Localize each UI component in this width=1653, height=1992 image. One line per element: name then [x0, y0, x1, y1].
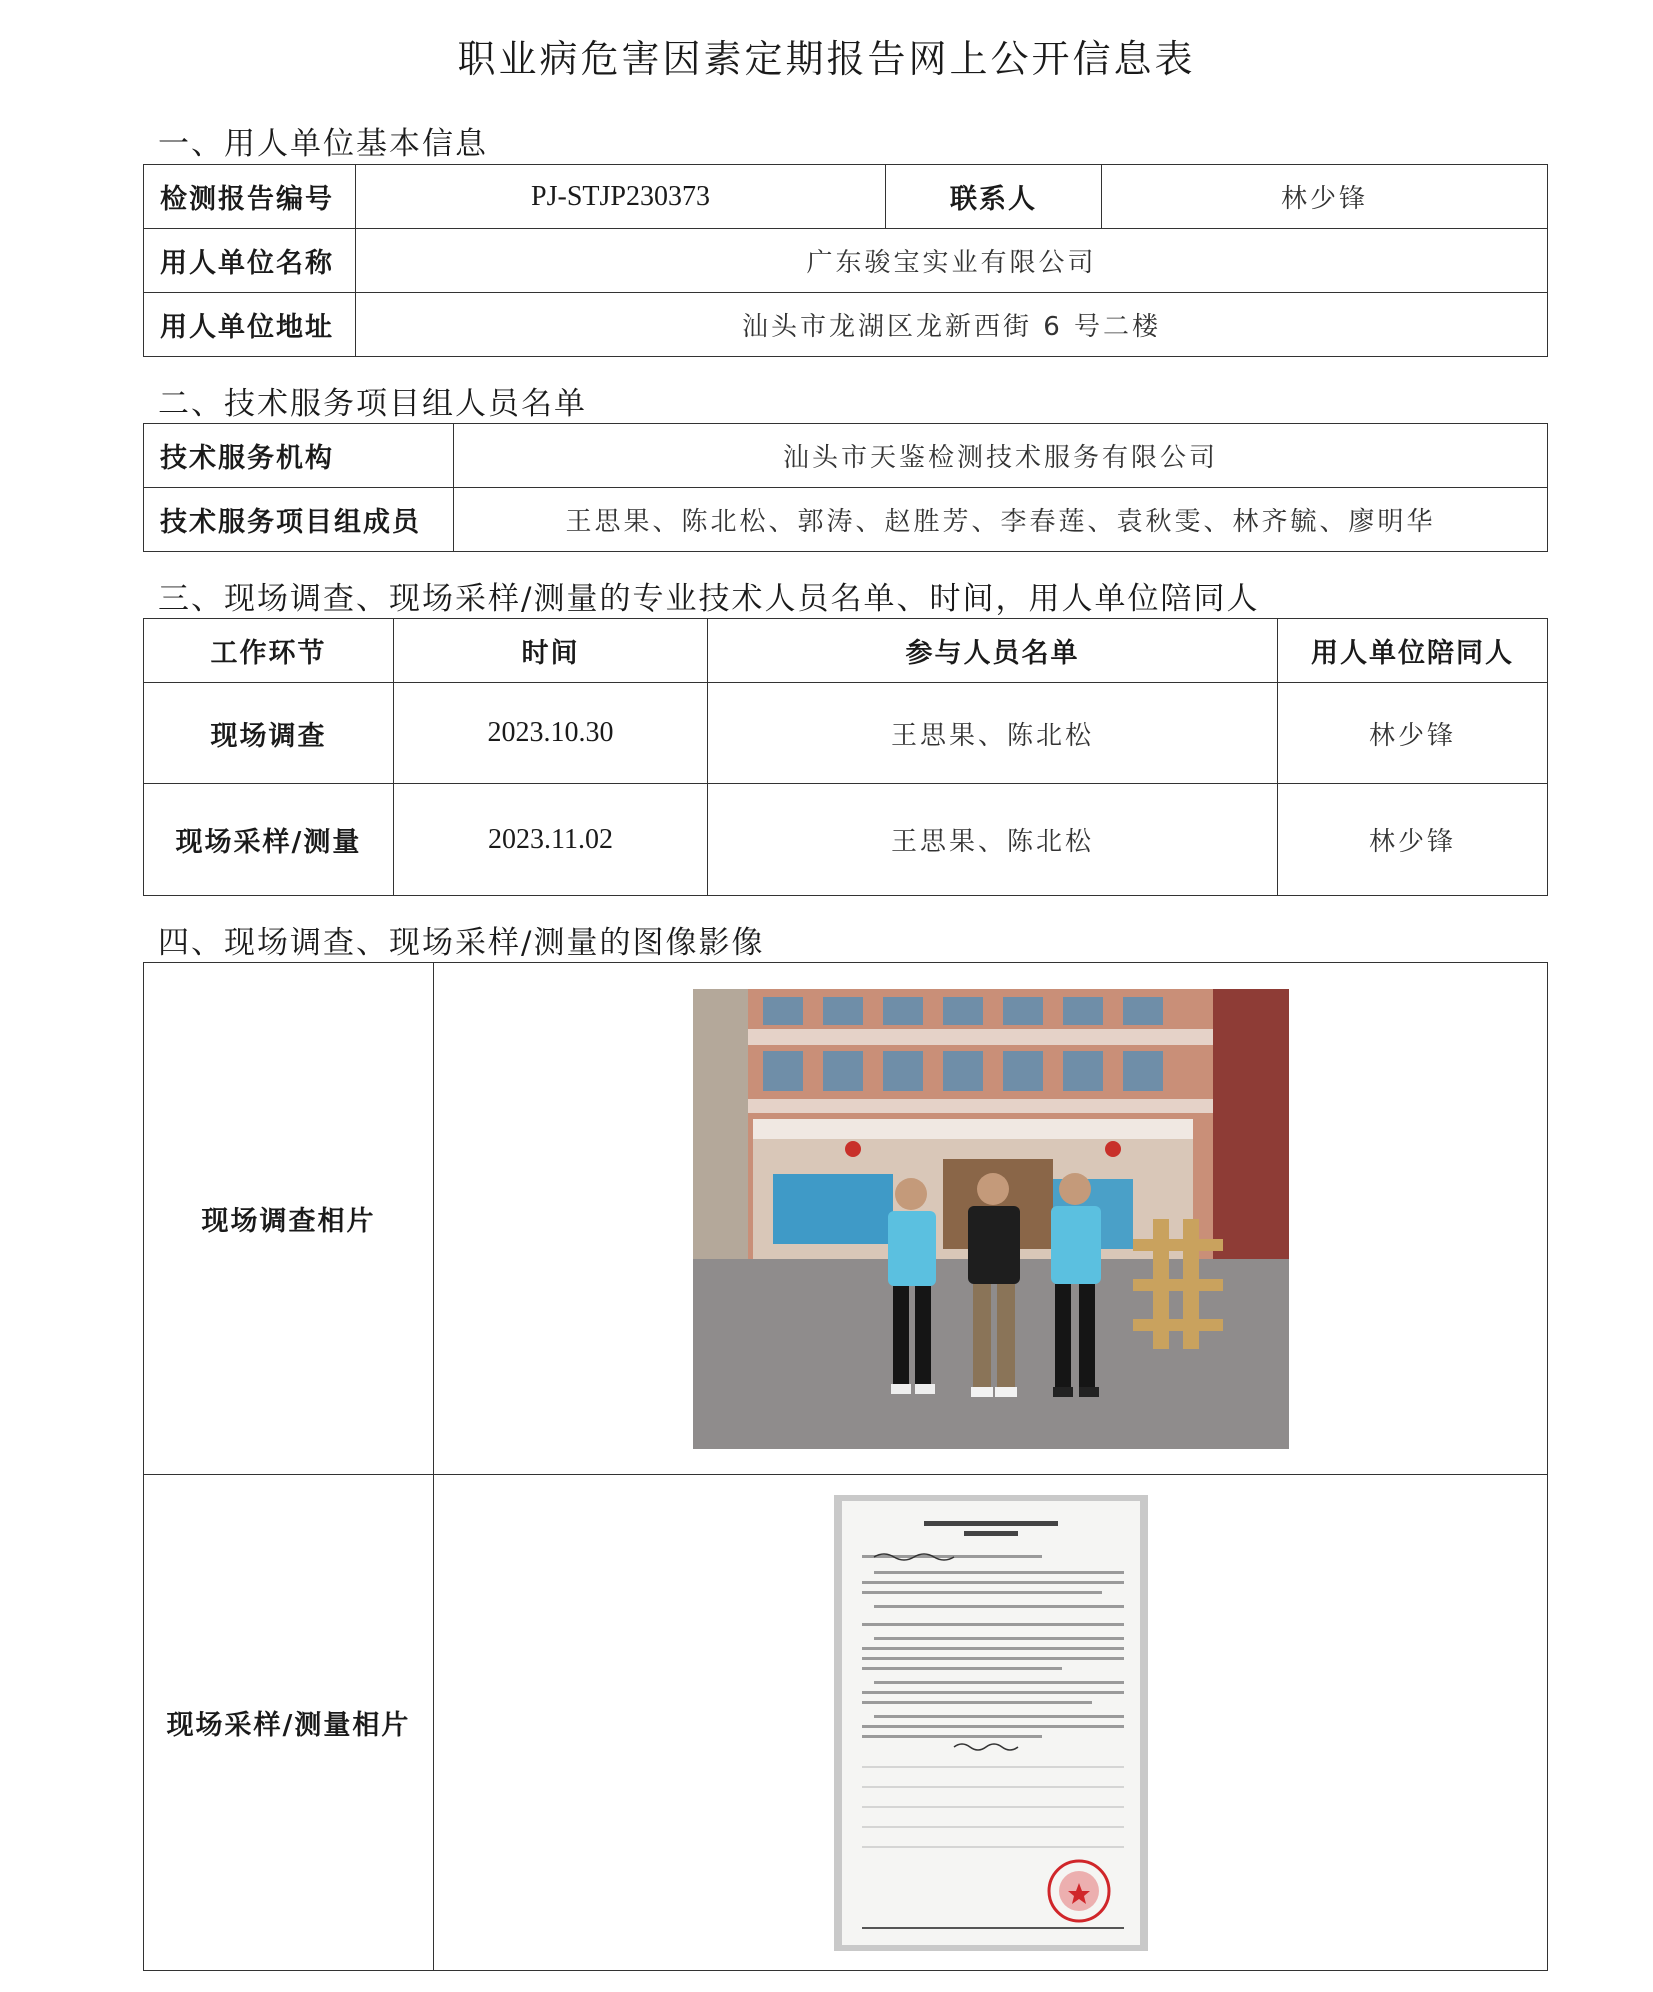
members-value: 王思果、陈北松、郭涛、赵胜芳、李春莲、袁秋雯、林齐毓、廖明华: [454, 488, 1548, 552]
report-no-label: 检测报告编号: [144, 165, 356, 229]
section1-heading: 一、用人单位基本信息: [158, 126, 488, 162]
col-header-stage: 工作环节: [144, 619, 394, 683]
org-label: 技术服务机构: [144, 424, 454, 488]
staff-cell: 王思果、陈北松: [708, 784, 1278, 896]
section2-heading: 二、技术服务项目组人员名单: [158, 386, 587, 422]
photo1-cell: [434, 963, 1548, 1475]
col-header-staff: 参与人员名单: [708, 619, 1278, 683]
address-value: 汕头市龙湖区龙新西街 6 号二楼: [356, 293, 1548, 357]
org-value: 汕头市天鉴检测技术服务有限公司: [454, 424, 1548, 488]
photo2-label: 现场采样/测量相片: [144, 1475, 434, 1971]
staff-table: [143, 618, 1548, 896]
contact-value: 林少锋: [1102, 165, 1548, 229]
site-survey-photo: [693, 989, 1289, 1449]
company-label: 用人单位名称: [144, 229, 356, 293]
escort-cell: 林少锋: [1278, 683, 1548, 784]
basic-info-table: [143, 164, 1548, 357]
date-cell: 2023.11.02: [394, 784, 708, 896]
table-row: [144, 683, 1548, 784]
escort-cell: 林少锋: [1278, 784, 1548, 896]
address-label: 用人单位地址: [144, 293, 356, 357]
col-header-time: 时间: [394, 619, 708, 683]
sampling-declaration-photo: [834, 1495, 1148, 1951]
members-label: 技术服务项目组成员: [144, 488, 454, 552]
photo2-cell: [434, 1475, 1548, 1971]
photo-table: [143, 962, 1548, 1971]
section4-heading: 四、现场调查、现场采样/测量的图像影像: [158, 925, 765, 961]
table-row: [144, 784, 1548, 896]
report-no-value: PJ-STJP230373: [356, 165, 886, 229]
photo1-label: 现场调查相片: [144, 963, 434, 1475]
section3-heading: 三、现场调查、现场采样/测量的专业技术人员名单、时间，用人单位陪同人: [158, 581, 1260, 617]
team-table: [143, 423, 1548, 552]
date-cell: 2023.10.30: [394, 683, 708, 784]
col-header-escort: 用人单位陪同人: [1278, 619, 1548, 683]
page-title: 职业病危害因素定期报告网上公开信息表: [457, 37, 1196, 81]
staff-cell: 王思果、陈北松: [708, 683, 1278, 784]
stage-cell: 现场采样/测量: [144, 784, 394, 896]
contact-label: 联系人: [886, 165, 1102, 229]
stage-cell: 现场调查: [144, 683, 394, 784]
company-value: 广东骏宝实业有限公司: [356, 229, 1548, 293]
